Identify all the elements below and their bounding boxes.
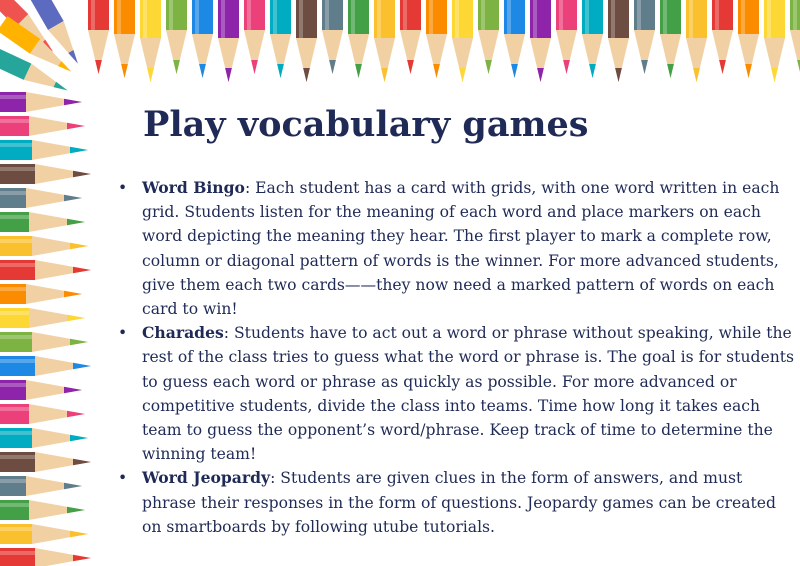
left-pencil xyxy=(0,476,82,496)
top-pencil xyxy=(712,0,733,74)
top-pencil xyxy=(192,0,213,78)
top-pencil xyxy=(270,0,291,78)
left-pencil xyxy=(0,428,88,448)
top-pencil xyxy=(738,0,759,78)
left-pencil xyxy=(0,524,88,544)
top-pencil xyxy=(244,0,265,74)
top-pencil xyxy=(322,0,343,74)
bullet-charades xyxy=(142,321,794,466)
left-pencil xyxy=(0,260,91,280)
top-pencil xyxy=(504,0,525,78)
bullet-term: Charades xyxy=(142,323,224,343)
top-pencil xyxy=(556,0,577,74)
left-pencil xyxy=(0,548,91,566)
top-pencil xyxy=(686,0,707,82)
bullet-word-bingo xyxy=(142,176,794,321)
top-pencil xyxy=(114,0,135,78)
top-pencil xyxy=(400,0,421,74)
bullet-text: : Students are given clues in the form of answers, and must phrase their responses in the form of questions. Jeopardy games can be created on smartboards by following utube tutorials. xyxy=(142,469,776,536)
left-pencil xyxy=(0,116,85,136)
top-pencil xyxy=(296,0,317,82)
left-pencil xyxy=(0,236,88,256)
slide-title: Play vocabulary games xyxy=(143,104,589,145)
top-pencil xyxy=(452,0,473,82)
left-pencil xyxy=(0,356,91,376)
top-pencil xyxy=(608,0,629,82)
top-pencil xyxy=(348,0,369,78)
top-pencil xyxy=(764,0,785,82)
left-pencil xyxy=(0,92,82,112)
top-pencil xyxy=(478,0,499,74)
top-pencil xyxy=(582,0,603,78)
top-pencil xyxy=(530,0,551,82)
left-pencil xyxy=(0,212,85,232)
left-pencil xyxy=(0,308,85,328)
top-pencil xyxy=(426,0,447,78)
left-pencil xyxy=(0,404,85,424)
left-pencil xyxy=(0,284,82,304)
top-pencil xyxy=(88,0,109,74)
left-pencil xyxy=(0,332,88,352)
left-pencil xyxy=(0,500,85,520)
left-pencil xyxy=(0,380,82,400)
top-pencil xyxy=(790,0,800,74)
bullet-list xyxy=(142,176,794,539)
left-pencil xyxy=(0,140,88,160)
top-pencil xyxy=(218,0,239,82)
left-pencil xyxy=(0,164,91,184)
bullet-term: Word Bingo xyxy=(142,178,245,197)
left-pencil xyxy=(0,452,91,472)
corner-pencils xyxy=(0,0,86,99)
bullet-term: Word Jeopardy xyxy=(142,468,271,488)
top-pencil xyxy=(374,0,395,82)
top-pencil xyxy=(166,0,187,74)
bullet-word-jeopardy xyxy=(142,466,794,539)
bullet-text: : Each student has a card with grids, with one word written in each grid. Students listen for the meaning of each word and place markers on each word depicting the meaning they hear. The first player to mark a complete row, column or diagonal pattern of words is the winner. For more advanced students, give them each two cards——they now need a marked pattern of words on each card to win! xyxy=(142,179,780,319)
top-pencil xyxy=(660,0,681,78)
left-pencil xyxy=(0,188,82,208)
top-pencil xyxy=(634,0,655,74)
top-pencil xyxy=(140,0,161,82)
bullet-text: : Students have to act out a word or phrase without speaking, while the rest of the class tries to guess what the word or phrase is. The goal is for students to guess each word or phrase as quickly as possible. For more advanced or competitive students, divide the class into teams. Time how long it takes each team to guess the opponent’s word/phrase. Keep track of time to determine the winning team! xyxy=(142,324,795,464)
